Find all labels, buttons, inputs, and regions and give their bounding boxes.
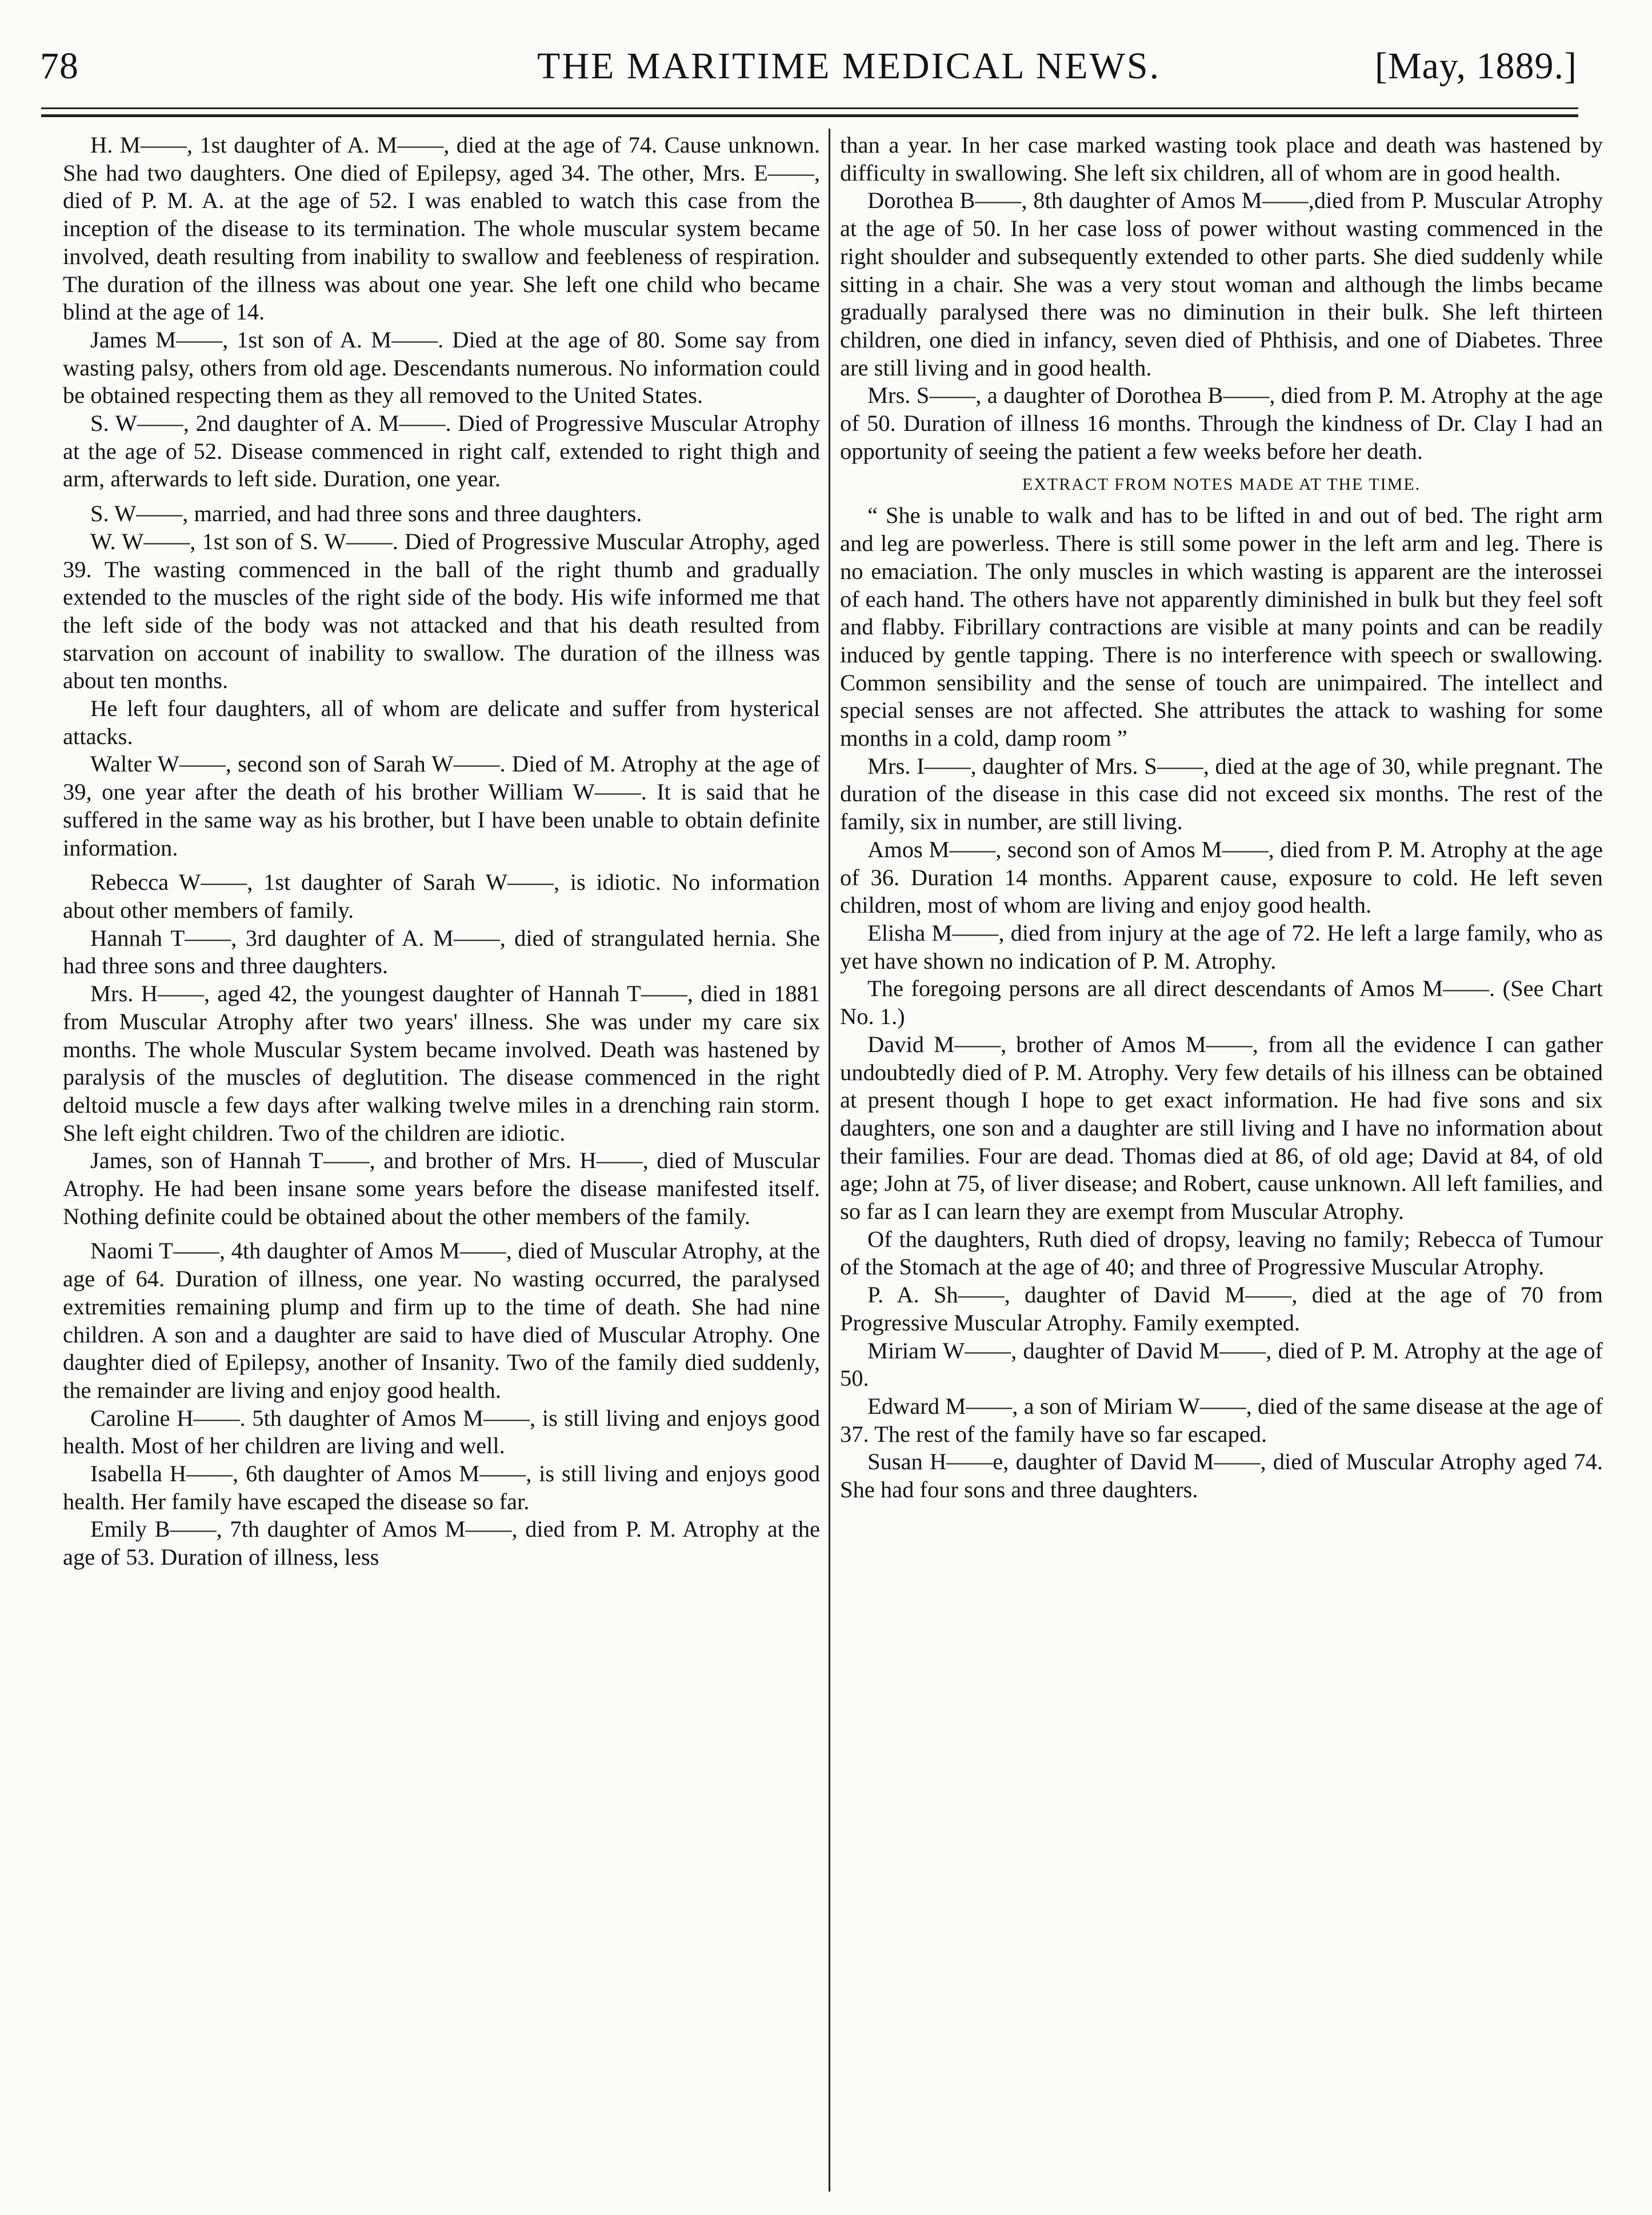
- page-number: 78: [40, 45, 79, 87]
- issue-date: [May, 1889.]: [1374, 45, 1577, 87]
- paragraph: Mrs. I——, daughter of Mrs. S——, died at the age of 30, while pregnant. The duration of the disease in this case did not exceed six months. The rest of the family, six in number, are still living.: [840, 753, 1603, 835]
- paragraph: Edward M——, a son of Miriam W——, died of the same disease at the age of 37. The rest of the family have so far escaped.: [840, 1393, 1603, 1447]
- paragraph: Susan H——e, daughter of David M——, died of Muscular Atrophy aged 74. She had four sons and three daughters.: [840, 1449, 1603, 1503]
- paragraph: S. W——, married, and had three sons and three daughters.: [90, 501, 642, 527]
- paragraph: Hannah T——, 3rd daughter of A. M——, died of strangulated hernia. She had three sons and three daughters.: [63, 925, 820, 979]
- paragraph: Walter W——, second son of Sarah W——. Died of M. Atrophy at the age of 39, one year after the death of his brother William W——. It is said that he suffered in the same way as his brother, but I have been unable to obtain definite information.: [63, 751, 820, 861]
- paragraph: James M——, 1st son of A. M——. Died at the age of 80. Some say from wasting palsy, others from old age. Descendants numerous. No information could be obtained respecting them as they all removed to the United States.: [63, 326, 820, 409]
- paragraph: Miriam W——, daughter of David M——, died of P. M. Atrophy at the age of 50.: [840, 1337, 1603, 1392]
- paragraph: P. A. Sh——, daughter of David M——, died at the age of 70 from Progressive Muscular Atrophy. Family exempted.: [840, 1282, 1603, 1336]
- paragraph: W. W——, 1st son of S. W——. Died of Progressive Muscular Atrophy, aged 39. The wasting commenced in the ball of the right thumb and gradually extended to the muscles of the right side of the body. His wife informed me that the left side of the body was not attacked and that his death resulted from starvation on account of inability to swallow. The duration of the illness was about ten months.: [63, 528, 820, 694]
- paragraph: than a year. In her case marked wasting took place and death was hastened by difficulty in swallowing. She left six children, all of whom are in good health.: [840, 132, 1603, 186]
- running-head: [40, 45, 1583, 113]
- paragraph: David M——, brother of Amos M——, from all the evidence I can gather undoubtedly died of P. M. Atrophy. Very few details of his illness can be obtained at present though I hope to get exact information. He had five sons and six daughters, one son and a daughter are still living and I have no information about their families. Four are dead. Thomas died at 86, of old age; David at 84, of old age; John at 75, of liver disease; and Robert, cause unknown. All left families, and so far as I can learn they are exempt from Muscular Atrophy.: [840, 1031, 1603, 1225]
- paragraph: Of the daughters, Ruth died of dropsy, leaving no family; Rebecca of Tumour of the Stomach at the age of 40; and three of Progressive Muscular Atrophy.: [840, 1226, 1603, 1280]
- left-column: [63, 131, 820, 2189]
- header-rule-thick: [41, 114, 1578, 117]
- paragraph: Rebecca W——, 1st daughter of Sarah W——, is idiotic. No information about other members of family.: [63, 869, 820, 923]
- paragraph: H. M——, 1st daughter of A. M——, died at the age of 74. Cause unknown. She had two daughters. One died of Epilepsy, aged 34. The other, Mrs. E——, died of P. M. A. at the age of 52. I was enabled to watch this case from the inception of the disease to its termination. The whole muscular system became involved, death resulting from inability to swallow and feebleness of respiration. The duration of the illness was about one year. She left one child who became blind at the age of 14.: [63, 132, 820, 325]
- paragraph: “ She is unable to walk and has to be lifted in and out of bed. The right arm and leg are powerless. There is still some power in the left arm and leg. There is no emaciation. The only muscles in which wasting is apparent are the interossei of each hand. The others have not apparently diminished in bulk but they feel soft and flabby. Fibrillary contractions are visible at many points and can be readily induced by gentle tapping. There is no interference with speech or swallowing. Common sensibility and the sense of touch are unimpaired. The intellect and special senses are not affected. She attributes the attack to washing for some months in a cold, damp room ”: [840, 502, 1603, 751]
- right-column: [840, 131, 1603, 2189]
- journal-title: THE MARITIME MEDICAL NEWS.: [537, 45, 1161, 87]
- paragraph: Emily B——, 7th daughter of Amos M——, died from P. M. Atrophy at the age of 53. Duration of illness, less: [63, 1516, 820, 1570]
- paragraph: James, son of Hannah T——, and brother of Mrs. H——, died of Muscular Atrophy. He had been insane some years before the disease manifested itself. Nothing definite could be obtained about the other members of the family.: [63, 1148, 820, 1229]
- paragraph: Amos M——, second son of Amos M——, died from P. M. Atrophy at the age of 36. Duration 14 months. Apparent cause, exposure to cold. He left seven children, most of whom are living and enjoy good health.: [840, 836, 1603, 918]
- paragraph: The foregoing persons are all direct descendants of Amos M——. (See Chart No. 1.): [840, 975, 1603, 1030]
- paragraph: Isabella H——, 6th daughter of Amos M——, is still living and enjoys good health. Her family have escaped the disease so far.: [63, 1461, 820, 1514]
- header-rule: [41, 107, 1578, 109]
- paragraph: Mrs. S——, a daughter of Dorothea B——, died from P. M. Atrophy at the age of 50. Duration of illness 16 months. Through the kindness of Dr. Clay I had an opportunity of seeing the patient a few weeks before her death.: [840, 382, 1603, 464]
- paragraph: Elisha M——, died from injury at the age of 72. He left a large family, who as yet have shown no indication of P. M. Atrophy.: [840, 919, 1603, 974]
- paragraph: He left four daughters, all of whom are delicate and suffer from hysterical attacks.: [63, 695, 820, 749]
- paragraph: S. W——, 2nd daughter of A. M——. Died of Progressive Muscular Atrophy at the age of 52. Disease commenced in right calf, extended to right thigh and arm, afterwards to left side. Duration, one year.: [63, 410, 820, 492]
- paragraph: Caroline H——. 5th daughter of Amos M——, is still living and enjoys good health. Most of her children are living and well.: [63, 1405, 820, 1459]
- column-divider: [829, 129, 830, 2192]
- paragraph: Naomi T——, 4th daughter of Amos M——, died of Muscular Atrophy, at the age of 64. Duration of illness, one year. No wasting occurred, the paralysed extremities remaining plump and firm up to the time of death. She had nine children. A son and a daughter are said to have died of Muscular Atrophy. One daughter died of Epilepsy, another of Insanity. Two of the family died suddenly, the remainder are living and enjoy good health.: [63, 1238, 820, 1403]
- paragraph: Dorothea B——, 8th daughter of Amos M——,died from P. Muscular Atrophy at the age of 50. In her case loss of power without wasting commenced in the right shoulder and subsequently extended to other parts. She died suddenly while sitting in a chair. She was a very stout woman and although the limbs became gradually paralysed there was no diminution in their bulk. She left thirteen children, one died in infancy, seven died of Phthisis, and one of Diabetes. Three are still living and in good health.: [840, 187, 1603, 381]
- paragraph: Mrs. H——, aged 42, the youngest daughter of Hannah T——, died in 1881 from Muscular Atrophy after two years' illness. She was under my care six months. The whole Muscular System became involved. Death was hastened by paralysis of the muscles of deglutition. The disease commenced in the right deltoid muscle a few days after walking twelve miles in a drenching rain storm. She left eight children. Two of the children are idiotic.: [63, 981, 820, 1146]
- section-heading: EXTRACT FROM NOTES MADE AT THE TIME.: [1022, 475, 1421, 494]
